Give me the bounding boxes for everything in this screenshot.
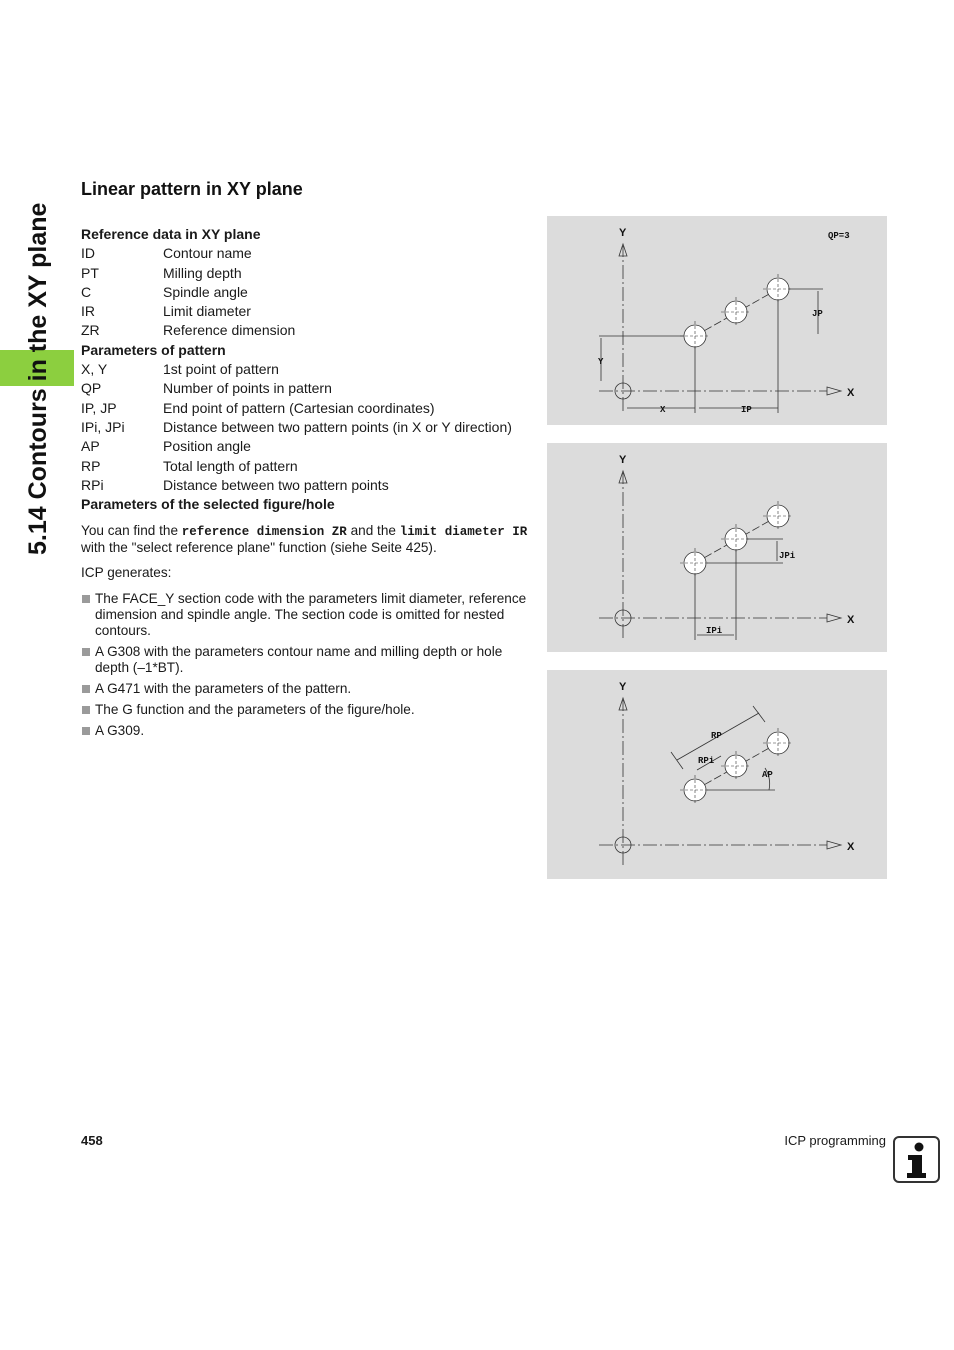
list-item: A G309. (81, 723, 531, 739)
info-icon (893, 1136, 940, 1183)
x-axis-label: X (847, 387, 855, 399)
list-item: A G308 with the parameters contour name and milling depth or hole depth (–1*BT). (81, 644, 531, 676)
param-row: RP Total length of pattern (81, 457, 298, 474)
figure-pattern-polar (547, 670, 887, 879)
generated-blocks-list (81, 591, 531, 739)
param-row: ZR Reference dimension (81, 322, 296, 339)
info-icon-glyph (895, 1138, 938, 1181)
y-dim-label: Y (598, 357, 604, 367)
param-row: C Spindle angle (81, 283, 248, 300)
chapter-side-title: 5.14 Contours in the XY plane (24, 202, 52, 555)
icp-generates-label: ICP generates: (81, 565, 172, 580)
param-row: IPi, JPi Distance between two pattern points (in X or Y direction) (81, 418, 512, 435)
x-dim-label: X (660, 405, 666, 415)
figure-1-drawing (547, 216, 887, 425)
param-row: QP Number of points in pattern (81, 380, 332, 397)
figure-3-drawing (547, 670, 887, 879)
parameter-list (81, 225, 531, 514)
list-item: The FACE_Y section code with the parameters limit diameter, reference dimension and spindle angle. The section code is omitted for nested contours. (81, 591, 531, 639)
param-row: AP Position angle (81, 438, 251, 455)
param-row: IP, JP End point of pattern (Cartesian coordinates) (81, 399, 435, 416)
section-heading: Linear pattern in XY plane (81, 179, 303, 199)
x-axis-label: X (847, 614, 855, 626)
qp-label: QP=3 (828, 231, 850, 241)
figure-2-drawing (547, 443, 887, 652)
param-row: PT Milling depth (81, 264, 242, 281)
list-item: A G471 with the parameters of the pattern. (81, 681, 531, 697)
rp-label: RP (711, 731, 722, 741)
code-limit-diameter: limit diameter IR (399, 525, 528, 539)
reference-plane-paragraph: You can find the reference dimension ZR and the limit diameter IR with the "select reference plane" function (siehe Seite 425). (81, 523, 528, 555)
rpi-label: RPi (698, 756, 715, 766)
page-number: 458 (81, 1133, 103, 1148)
param-row: IR Limit diameter (81, 303, 251, 320)
param-row: X, Y 1st point of pattern (81, 361, 279, 378)
y-axis-label: Y (619, 227, 627, 239)
body-text (81, 523, 531, 744)
y-axis-label: Y (619, 681, 627, 693)
footer-chapter-title: ICP programming (784, 1133, 886, 1148)
figure-pattern-cartesian (547, 216, 887, 425)
param-row: ID Contour name (81, 245, 252, 262)
figure-params-heading: Parameters of the selected figure/hole (81, 496, 335, 513)
ap-label: AP (762, 770, 773, 780)
reference-data-heading: Reference data in XY plane (81, 226, 261, 242)
x-axis-label: X (847, 841, 855, 853)
param-row: RPi Distance between two pattern points (81, 476, 389, 493)
ipi-label: IPi (706, 626, 723, 636)
list-item: The G function and the parameters of the figure/hole. (81, 702, 531, 718)
pattern-params-heading: Parameters of pattern (81, 341, 226, 358)
jpi-label: JPi (779, 551, 796, 561)
code-reference-dimension: reference dimension ZR (181, 525, 347, 539)
figure-pattern-incremental (547, 443, 887, 652)
ip-label: IP (741, 405, 752, 415)
jp-label: JP (812, 309, 823, 319)
y-axis-label: Y (619, 454, 627, 466)
